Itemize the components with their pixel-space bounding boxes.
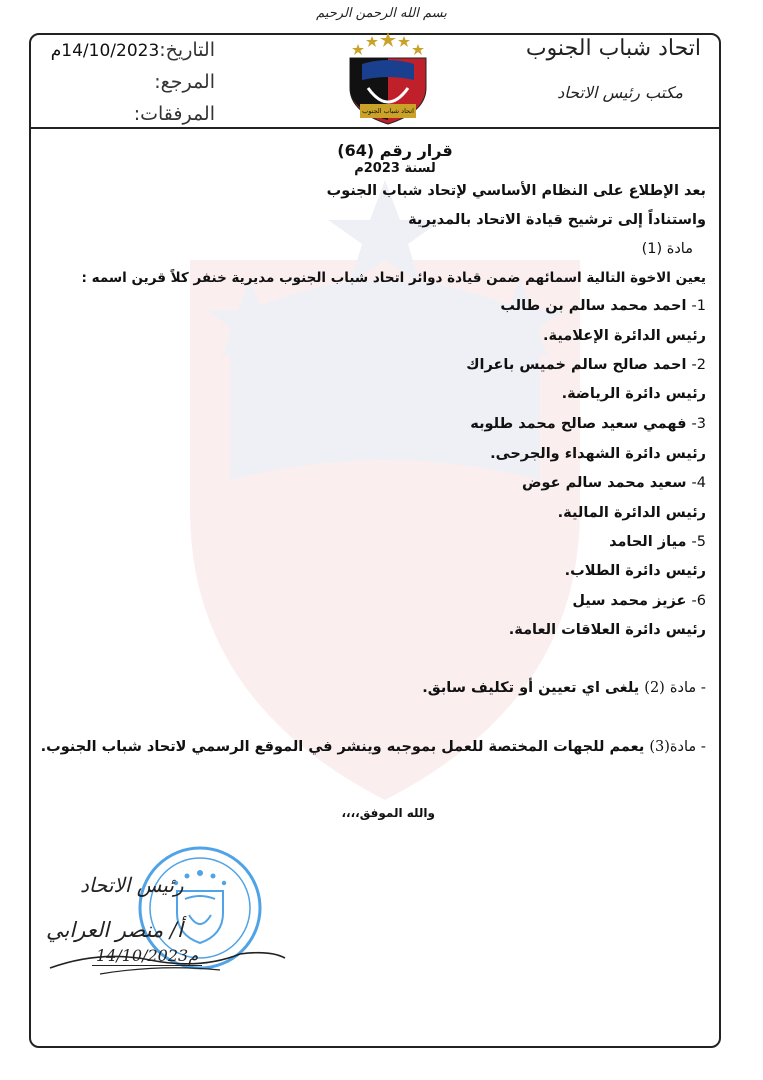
appointment-3-name: 3- فهمي سعيد صالح محمد طلوبه xyxy=(470,416,706,432)
org-name: اتحاد شباب الجنوب xyxy=(525,36,701,61)
article-2: - مادة (2) يلغى اي تعيين أو تكليف سابق. xyxy=(422,680,706,696)
decision-year: لسنة 2023م xyxy=(354,161,436,176)
appointment-2-name: 2- احمد صالح سالم خميس باعراك xyxy=(466,357,706,373)
org-office: مكتب رئيس الاتحاد xyxy=(557,83,683,102)
preamble-line-2: واستناداً إلى ترشيح قيادة الاتحاد بالمديرية xyxy=(408,212,706,228)
handwritten-signature xyxy=(40,930,290,980)
appointment-4-position: رئيس الدائرة المالية. xyxy=(557,505,706,521)
decision-title: قرار رقم (64) xyxy=(337,141,453,160)
appointment-2-position: رئيس دائرة الرياضة. xyxy=(561,386,706,402)
signature-date: 14/10/2023م xyxy=(92,946,202,966)
article-1-text: يعين الاخوة التالية اسمائهم ضمن قيادة دوائر اتحاد شباب الجنوب مديرية خنفر كلاً قرين اسمه : xyxy=(81,270,706,286)
date-line xyxy=(51,39,215,61)
appointment-4-name: 4- سعيد محمد سالم عوض xyxy=(522,475,706,491)
appointment-6-name: 6- عزيز محمد سيل xyxy=(572,593,706,609)
basmala: بسم الله الرحمن الرحيم xyxy=(316,6,447,21)
logo-caption: اتحاد شباب الجنوب xyxy=(362,107,414,115)
union-logo xyxy=(342,30,434,126)
signatory-name: أ/ منصر العرابي xyxy=(46,918,183,942)
article-3: - مادة(3) يعمم للجهات المختصة للعمل بموجبه وينشر في الموقع الرسمي لاتحاد شباب الجنوب. xyxy=(40,739,706,755)
article-1-heading: مادة (1) xyxy=(641,241,693,257)
attachments-label: المرفقات: xyxy=(133,103,215,125)
appointment-1-position: رئيس الدائرة الإعلامية. xyxy=(543,328,706,344)
appointment-3-position: رئيس دائرة الشهداء والجرحى. xyxy=(490,446,706,462)
preamble-line-1: بعد الإطلاع على النظام الأساسي لإتحاد شباب الجنوب xyxy=(326,183,706,199)
date-label: التاريخ: xyxy=(159,39,215,61)
date-value: 14/10/2023م xyxy=(50,41,160,61)
signatory-title: رئيس الاتحاد xyxy=(80,873,184,897)
appointment-5-name: 5- مياز الحامد xyxy=(609,534,706,550)
appointment-6-position: رئيس دائرة العلاقات العامة. xyxy=(508,622,706,638)
appointment-5-position: رئيس دائرة الطلاب. xyxy=(564,563,706,579)
closing-phrase: والله الموفق،،،، xyxy=(341,806,435,820)
reference-label: المرجع: xyxy=(154,71,215,93)
appointment-1-name: 1- احمد محمد سالم بن طالب xyxy=(500,298,706,314)
header-divider xyxy=(31,127,719,129)
